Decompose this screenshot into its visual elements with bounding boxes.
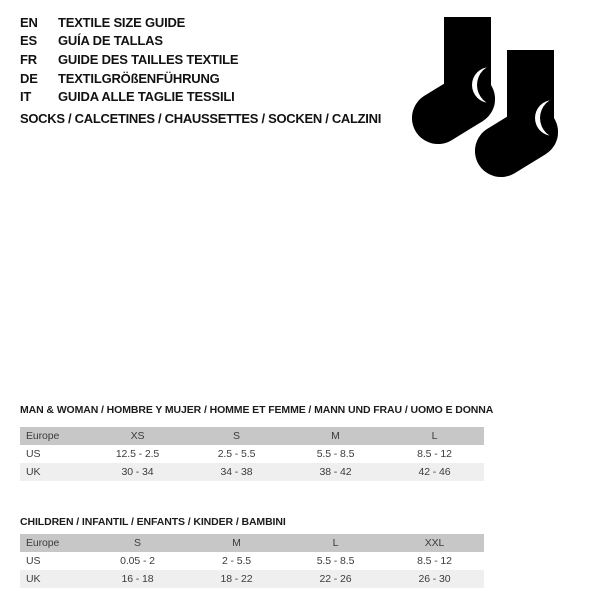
value-cell: 42 - 46 [418,466,451,478]
language-row [20,69,238,88]
value-cell: 34 - 38 [220,466,253,478]
language-code: IT [20,89,32,105]
table-row-uk [20,570,484,588]
table-row-us [20,445,484,463]
region-cell: US [26,555,41,567]
value-cell: 38 - 42 [319,466,352,478]
socks-icon [405,12,580,187]
category-line: SOCKS / CALCETINES / CHAUSSETTES / SOCKEN / CALZINI [20,111,382,126]
column-header-size: L [431,430,438,442]
adult-table-header-row [20,427,484,445]
language-row [20,32,238,51]
value-cell: 8.5 - 12 [417,555,452,567]
value-cell: 0.05 - 2 [120,555,155,567]
column-header-size: M [331,430,340,442]
language-list [20,13,238,106]
value-cell: 16 - 18 [121,573,154,585]
column-header-size: XS [130,430,145,442]
language-code: FR [20,51,37,67]
column-header-size: M [232,537,241,549]
value-cell: 2 - 5.5 [221,555,252,567]
region-cell: UK [26,573,41,585]
column-header-region: Europe [26,430,60,442]
adult-size-table [20,427,484,481]
language-label: TEXTILE SIZE GUIDE [58,14,186,30]
value-cell: 12.5 - 2.5 [115,448,160,460]
column-header-size: S [233,430,240,442]
language-label: GUIDE DES TAILLES TEXTILE [58,51,239,67]
language-label: TEXTILGRÖßENFÜHRUNG [58,70,220,86]
language-code: ES [20,33,37,49]
adult-table-title: MAN & WOMAN / HOMBRE Y MUJER / HOMME ET FEMME / MANN UND FRAU / UOMO E DONNA [20,404,494,416]
value-cell: 30 - 34 [121,466,154,478]
table-row-uk [20,463,484,481]
table-row-us [20,552,484,570]
language-row [20,87,238,106]
language-row [20,50,238,69]
value-cell: 18 - 22 [220,573,253,585]
children-table-header-row [20,534,484,552]
value-cell: 8.5 - 12 [417,448,452,460]
language-row [20,13,238,32]
column-header-size: XXL [424,537,445,549]
value-cell: 5.5 - 8.5 [316,448,355,460]
column-header-region: Europe [26,537,60,549]
region-cell: US [26,448,41,460]
value-cell: 5.5 - 8.5 [316,555,355,567]
column-header-size: L [332,537,339,549]
region-cell: UK [26,466,41,478]
language-label: GUIDA ALLE TAGLIE TESSILI [58,89,235,105]
language-label: GUÍA DE TALLAS [58,33,163,49]
value-cell: 22 - 26 [319,573,352,585]
language-code: DE [20,70,38,86]
value-cell: 26 - 30 [418,573,451,585]
children-table-title: CHILDREN / INFANTIL / ENFANTS / KINDER / BAMBINI [20,516,286,528]
value-cell: 2.5 - 5.5 [217,448,256,460]
children-size-table [20,534,484,588]
language-code: EN [20,14,38,30]
column-header-size: S [134,537,141,549]
